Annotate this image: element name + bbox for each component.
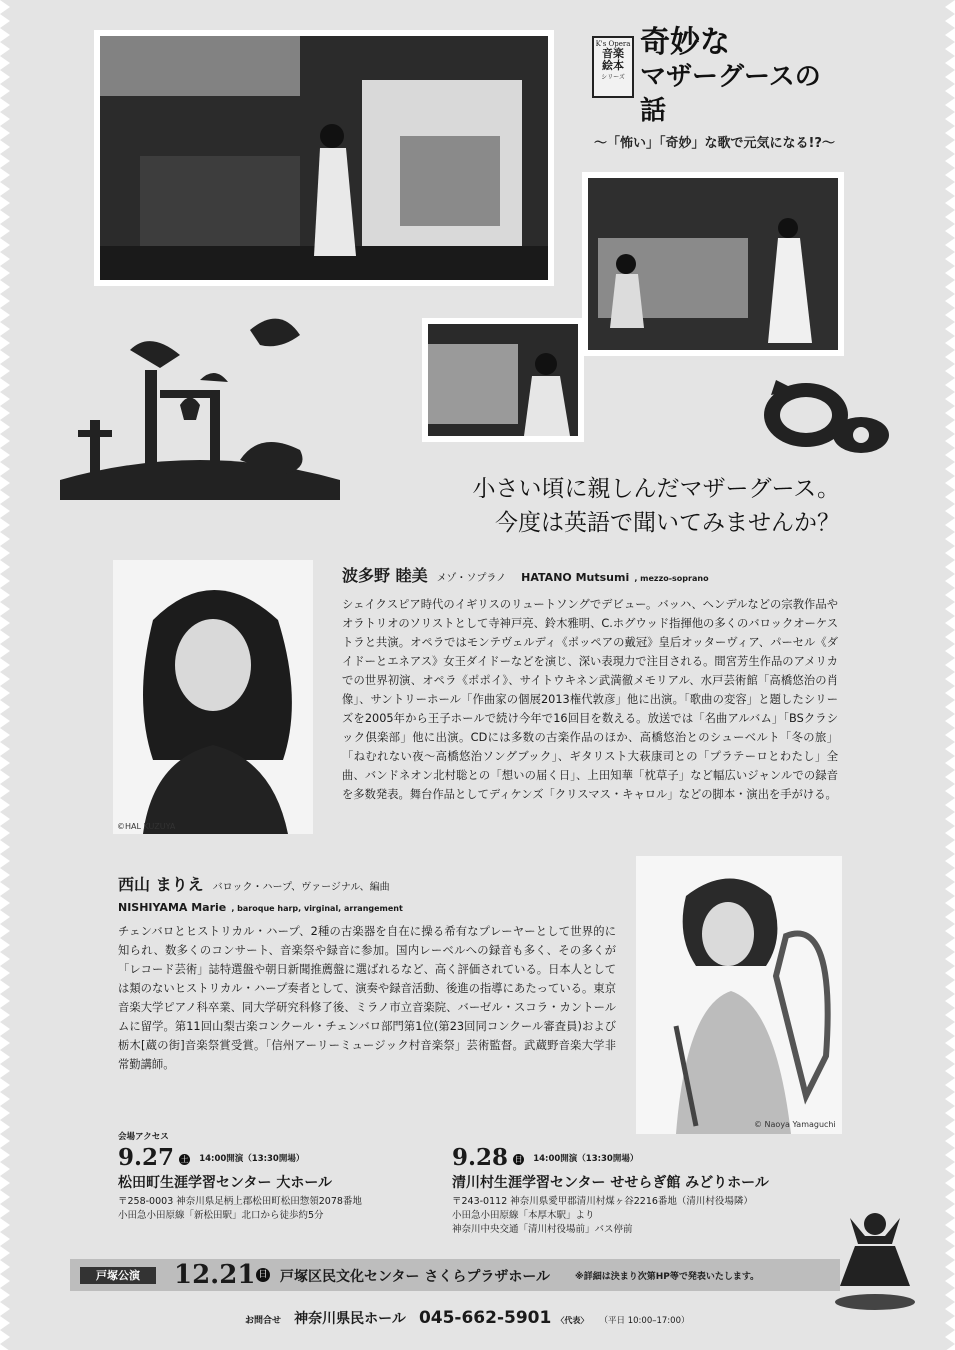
- event-subtitle: ～「怖い」「奇妙」な歌で元気になる!?～: [594, 136, 835, 151]
- catchcopy-line2: 今度は英語で聞いてみませんか？: [495, 510, 840, 536]
- stage-photo-right-scene: [588, 178, 838, 350]
- series-badge: [592, 36, 634, 98]
- nishiyama-photo-credit: © Naoya Yamaguchi: [754, 1120, 836, 1129]
- venue-1-name: 松田町生涯学習センター 大ホール: [118, 1175, 333, 1191]
- totsuka-venue: 戸塚区民文化センター さくらプラザホール: [280, 1269, 551, 1285]
- stage-photo-main: [94, 30, 554, 286]
- venue-1-address: [118, 1195, 362, 1223]
- inquiry-tel: 045-662-5901: [418, 1308, 552, 1328]
- totsuka-date: 12.21: [174, 1260, 256, 1290]
- hatano-role-ja: メゾ・ソプラノ: [436, 573, 507, 584]
- hatano-role-en: , mezzo-soprano: [634, 574, 709, 583]
- inquiry-rep: 〈代表〉: [556, 1316, 589, 1325]
- venue-2-date: 9.28: [452, 1144, 509, 1171]
- title-line2: マザーグースの話: [640, 62, 821, 126]
- venue-2-address-line2: 小田急小田原線「本厚木駅」より: [452, 1210, 595, 1221]
- nishiyama-name-ja: 西山 まりえ: [118, 875, 204, 894]
- series-brand: K's Opera: [595, 40, 631, 48]
- venue-1-time: 14:00開演（13:30開場）: [199, 1154, 305, 1164]
- hatano-bio: シェイクスピア時代のイギリスのリュートソングでデビュー。バッハ、ヘンデルなどの宗教作品やオラトリオのソリストとして寺神戸亮、鈴木雅明、C.ホグウッド指揮他の多くのバロックオーケストラと共演。オペラではモンテヴェルディ《ポッペアの戴冠》皇后オッターヴィア、パーセル《ダイドーとエネアス》女王ダイドーなどを演じ、深い表現力で注目される。間宮芳生作品のアメリカでの世界初演、オペラ《ポポイ》、サイトウキネン武満徹メモリアル、水戸芸術館「高橋悠治の肖像」、サントリーホール「作曲家の個展2013権代敦彦」他に出演。「歌曲の変容」と題したシリーズを2005年から王子ホールで続け今年で16回目を数える。放送では「名曲アルバム」「BSクラシック倶楽部」他に出演。CDには多数の古楽作品のほか、高橋悠治とのシューベルト「冬の旅」「ねむれない夜～高橋悠治ソングブック」、ギタリスト大萩康司との「プラテーロとわたし」全曲、バンドネオン北村聡との「想いの届く日」、上田知華「枕草子」など幅広いジャンルでの録音を多数発表。舞台作品としてディケンズ「クリスマス・キャロル」などの脚本・演出を手がける。: [342, 598, 838, 801]
- venue-2-address-line3: 神奈川中央交通「清川村役場前」バス停前: [452, 1224, 633, 1235]
- title-line1: 奇妙な: [640, 25, 730, 60]
- hatano-name-line: [342, 563, 709, 586]
- nishiyama-role-ja: バロック・ハープ、ヴァージナル、編曲: [212, 882, 390, 893]
- nishiyama-role-en: , baroque harp, virginal, arrangement: [231, 904, 403, 913]
- hatano-portrait: [113, 560, 313, 834]
- access-label: 会場アクセス: [118, 1132, 169, 1142]
- nishiyama-portrait-figure: [636, 856, 842, 1134]
- nishiyama-name-en: NISHIYAMA Marie: [118, 901, 227, 914]
- inquiry: [245, 1308, 689, 1328]
- inquiry-label: お問合せ: [245, 1316, 282, 1326]
- hatano-portrait-figure: [113, 560, 313, 834]
- nishiyama-name-line: [118, 872, 390, 895]
- nishiyama-portrait: [636, 856, 842, 1134]
- hatano-photo-credit: ©HAL KUZUYA: [117, 822, 176, 831]
- stage-photo-scene: [100, 36, 548, 280]
- venue-1-date: 9.27: [118, 1144, 175, 1171]
- stage-photo-right: [582, 172, 844, 356]
- zigzag-edge-right: [941, 0, 955, 1350]
- event-title: [640, 26, 840, 128]
- venue-2-day: 日: [514, 1155, 523, 1164]
- nishiyama-bio: チェンバロとヒストリカル・ハープ、2種の古楽器を自在に操る希有なプレーヤーとして世界的に知られ、数多くのコンサート、音楽祭や録音に参加。国内レーベルへの録音も多く、その多くが「レコード芸術」誌特選盤や朝日新聞推薦盤に選ばれるなど、高く評価されている。日本人としては類のないヒストリカル・ハープ奏者として、演奏や録音活動、後進の指導にあたっている。東京音楽大学ピアノ科卒業、同大学研究科修了後、ミラノ市立音楽院、バーゼル・スコラ・カントールムに留学。第11回山梨古楽コンクール・チェンバロ部門第1位(第23回同コンクール審査員)および栃木[蔵の街]音楽祭賞受賞。「信州アーリーミュージック村音楽祭」芸術監督。武蔵野音楽大学非常勤講師。: [118, 925, 616, 1071]
- stage-photo-small: [422, 318, 584, 442]
- zigzag-edge-left: [0, 0, 14, 1350]
- venue-2-name: 清川村生涯学習センター せせらぎ館 みどりホール: [452, 1175, 769, 1191]
- woodcut-birds-illustration: [50, 310, 350, 510]
- catchcopy: [360, 472, 840, 540]
- hatano-name-ja: 波多野 睦美: [342, 566, 428, 585]
- catchcopy-line1: 小さい頃に親しんだマザーグース。: [472, 476, 840, 502]
- venue-1-address-line2: 小田急小田原線「新松田駅」北口から徒歩約5分: [118, 1210, 324, 1221]
- inquiry-org: 神奈川県民ホール: [294, 1311, 406, 1327]
- venue-2: [452, 1144, 769, 1237]
- totsuka-tag: 戸塚公演: [80, 1267, 156, 1284]
- venue-2-time: 14:00開演（13:30開場）: [533, 1154, 639, 1164]
- stage-photo-small-scene: [428, 324, 578, 436]
- totsuka-note: ※詳細は決まり次第HP等で発表いたします。: [575, 1272, 760, 1282]
- venue-1-day: 土: [180, 1155, 189, 1164]
- venue-1: [118, 1144, 362, 1223]
- series-badge-line1: 音楽: [602, 47, 624, 60]
- series-badge-line3: シリーズ: [601, 74, 625, 81]
- inquiry-hours: （平日 10:00–17:00）: [599, 1316, 690, 1326]
- totsuka-band: [70, 1259, 840, 1291]
- series-badge-line2: 絵本: [602, 59, 624, 72]
- venue-2-address-line1: 〒243-0112 神奈川県愛甲郡清川村煤ヶ谷2216番地（清川村役場隣）: [452, 1196, 753, 1207]
- totsuka-day: 日: [256, 1268, 270, 1282]
- venue-2-address: [452, 1195, 769, 1237]
- woodcut-dancer-illustration: [830, 1206, 920, 1316]
- woodcut-egg-illustration: [756, 370, 896, 465]
- hatano-name-en: HATANO Mutsumi: [521, 571, 630, 584]
- nishiyama-name-en-line: [118, 896, 403, 915]
- venue-1-address-line1: 〒258-0003 神奈川県足柄上郡松田町松田惣領2078番地: [118, 1196, 362, 1207]
